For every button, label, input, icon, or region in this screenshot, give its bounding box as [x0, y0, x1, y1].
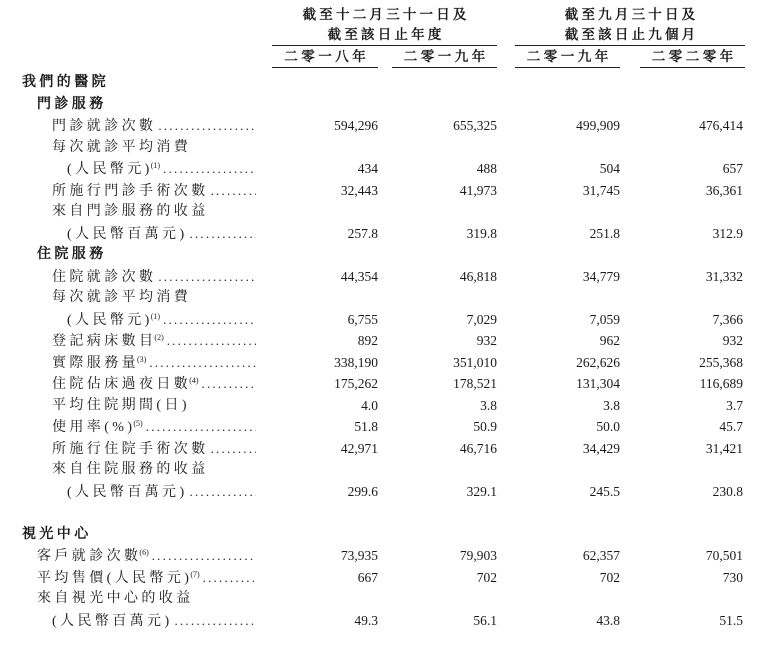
- value-cell-col-4: 7,366: [712, 311, 743, 327]
- value-cell-col-3: 262,626: [576, 354, 620, 370]
- leader-dots: [163, 309, 256, 331]
- row-label-cell: [0, 244, 256, 266]
- footnote-marker: (7): [190, 569, 200, 579]
- row-label-cell: [0, 416, 256, 438]
- column-header-year: 二零二零年: [640, 47, 745, 68]
- value-cell-col-2: 702: [476, 569, 497, 585]
- value-cell-col-1: 32,443: [340, 182, 378, 198]
- row-label: 登記病床數目: [52, 334, 157, 349]
- column-header-year: 二零一九年: [515, 47, 620, 68]
- value-cell-col-4: 312.9: [712, 225, 743, 241]
- value-cell-col-1: 175,262: [334, 376, 378, 391]
- table-row: [0, 158, 767, 180]
- row-label: 每次就診平均消費: [52, 290, 192, 305]
- row-label: (人民幣百萬元): [67, 484, 188, 500]
- row-label: 住院佔床過夜日數: [52, 377, 192, 392]
- row-label-cell: [0, 309, 256, 331]
- value-cell-col-4: 70,501: [705, 548, 743, 563]
- period-header-line2: 截至該日止九個月: [564, 27, 699, 42]
- value-cell-col-3: 131,304: [576, 376, 620, 391]
- value-cell-col-4: 31,421: [705, 440, 743, 456]
- value-cell-col-3: 62,357: [582, 548, 620, 563]
- value-cell-col-4: 932: [722, 333, 743, 348]
- footnote-marker: (4): [189, 376, 199, 385]
- row-label-cell: [0, 180, 256, 202]
- footnote-marker: (5): [133, 419, 143, 428]
- value-cell-col-1: 42,971: [340, 440, 378, 456]
- value-cell-col-1: 51.8: [354, 419, 378, 434]
- table-row: [0, 610, 767, 632]
- row-label-cell: [0, 266, 256, 288]
- value-cell-col-4: 31,332: [705, 268, 743, 284]
- section-heading: [0, 72, 767, 94]
- row-label-cell: [0, 395, 256, 417]
- value-cell-col-1: 49.3: [354, 612, 378, 628]
- footnote-marker: (6): [139, 548, 149, 557]
- row-label: 門診服務: [37, 96, 107, 112]
- table-row: [0, 438, 767, 460]
- value-cell-col-3: 702: [599, 569, 620, 585]
- table-row: [0, 266, 767, 288]
- row-label: (人民幣百萬元): [52, 613, 173, 629]
- value-cell-col-1: 257.8: [347, 225, 378, 241]
- value-cell-col-3: 504: [599, 161, 620, 176]
- table-row: [0, 137, 767, 159]
- value-cell-col-1: 6,755: [347, 311, 378, 327]
- leader-dots: [146, 416, 256, 438]
- value-cell-col-3: 43.8: [596, 612, 620, 628]
- row-label: 來自住院服務的收益: [52, 462, 209, 477]
- leader-dots: [190, 223, 256, 245]
- row-label-cell: [0, 158, 256, 180]
- row-label-cell: [0, 201, 256, 223]
- row-label-cell: [0, 287, 256, 309]
- value-cell-col-4: 36,361: [705, 182, 743, 198]
- row-label-cell: [0, 373, 256, 395]
- table-row: [0, 481, 767, 503]
- table-row: [0, 459, 767, 481]
- row-label: 客戶就診次數: [37, 549, 142, 564]
- value-cell-col-1: 44,354: [340, 268, 378, 284]
- value-cell-col-2: 50.9: [473, 419, 497, 434]
- subsection-heading: [0, 94, 767, 116]
- value-cell-col-3: 34,429: [582, 440, 620, 456]
- value-cell-col-2: 319.8: [466, 225, 497, 241]
- table-row: [0, 545, 767, 567]
- value-cell-col-2: 932: [476, 333, 497, 348]
- value-cell-col-3: 3.8: [603, 397, 620, 413]
- value-cell-col-2: 7,029: [466, 311, 497, 327]
- value-cell-col-2: 178,521: [453, 376, 497, 391]
- leader-dots: [190, 481, 256, 503]
- row-label: 住院就診次數: [52, 269, 157, 285]
- value-cell-col-3: 31,745: [582, 182, 620, 198]
- table-row: [0, 223, 767, 245]
- value-cell-col-4: 230.8: [712, 483, 743, 499]
- row-label: (人民幣百萬元): [67, 226, 188, 242]
- value-cell-col-2: 351,010: [453, 354, 497, 370]
- value-cell-col-1: 73,935: [340, 548, 378, 563]
- value-cell-col-1: 892: [357, 333, 378, 348]
- year-end-period-header: [272, 5, 497, 46]
- value-cell-col-1: 667: [357, 569, 378, 585]
- value-cell-col-4: 255,368: [699, 354, 743, 370]
- value-cell-col-2: 3.8: [480, 397, 497, 413]
- value-cell-col-2: 56.1: [473, 612, 497, 628]
- table-row: [0, 373, 767, 395]
- row-label: 平均住院期間(日): [52, 397, 190, 413]
- table-row: [0, 416, 767, 438]
- leader-dots: [163, 158, 256, 180]
- row-label-cell: [0, 115, 256, 137]
- value-cell-col-2: 329.1: [466, 483, 497, 499]
- row-label: 住院服務: [37, 247, 107, 262]
- row-label-cell: [0, 459, 256, 481]
- value-cell-col-3: 34,779: [582, 268, 620, 284]
- value-cell-col-1: 338,190: [334, 354, 378, 370]
- leader-dots: [202, 373, 256, 395]
- row-label-cell: [0, 567, 256, 589]
- value-cell-col-2: 41,973: [459, 182, 497, 198]
- value-cell-col-2: 46,818: [459, 268, 497, 284]
- table-row: [0, 588, 767, 610]
- period-header-line1: 截至十二月三十一日及: [302, 7, 470, 22]
- value-cell-col-4: 3.7: [726, 397, 743, 413]
- row-label: 平均售價(人民幣元): [37, 570, 193, 586]
- table-row: [0, 352, 767, 374]
- leader-dots: [149, 352, 256, 374]
- value-cell-col-3: 251.8: [589, 225, 620, 241]
- table-row: [0, 395, 767, 417]
- row-label-cell: [0, 94, 256, 116]
- footnote-marker: (2): [154, 333, 164, 342]
- row-label: 所施行住院手術次數: [52, 441, 209, 457]
- table-row: [0, 201, 767, 223]
- value-cell-col-1: 299.6: [347, 483, 378, 499]
- row-label: 門診就診次數: [52, 119, 157, 134]
- value-cell-col-3: 962: [599, 333, 620, 348]
- table-row: [0, 287, 767, 309]
- leader-dots: [175, 610, 256, 632]
- value-cell-col-3: 50.0: [596, 419, 620, 434]
- row-label: 我們的醫院: [22, 75, 109, 90]
- table-row: [0, 567, 767, 589]
- value-cell-col-1: 594,296: [334, 118, 378, 133]
- row-label-cell: [0, 72, 256, 94]
- row-label: (人民幣元): [67, 312, 153, 328]
- row-label-cell: [0, 610, 256, 632]
- leader-dots: [211, 180, 256, 202]
- column-header-year: 二零一八年: [272, 47, 378, 68]
- row-label-cell: [0, 588, 256, 610]
- period-header-line1: 截至九月三十日及: [564, 7, 699, 22]
- row-label: 來自視光中心的收益: [37, 591, 194, 606]
- leader-dots: [167, 330, 256, 352]
- table-row: [0, 115, 767, 137]
- footnote-marker: (1): [150, 311, 161, 321]
- value-cell-col-2: 46,716: [459, 440, 497, 456]
- value-cell-col-4: 730: [722, 569, 743, 585]
- row-label-cell: [0, 137, 256, 159]
- footnote-marker: (1): [150, 161, 161, 170]
- value-cell-col-2: 488: [476, 161, 497, 176]
- section-heading: [0, 524, 767, 546]
- row-label-cell: [0, 330, 256, 352]
- row-label-cell: [0, 223, 256, 245]
- spacer-row: [0, 502, 767, 524]
- footnote-marker: (3): [137, 354, 147, 364]
- leader-dots: [211, 438, 256, 460]
- value-cell-col-2: 79,903: [459, 548, 497, 563]
- value-cell-col-2: 655,325: [453, 118, 497, 133]
- value-cell-col-3: 499,909: [576, 118, 620, 133]
- row-label: 所施行門診手術次數: [52, 183, 209, 199]
- leader-dots: [158, 115, 256, 137]
- value-cell-col-4: 51.5: [719, 612, 743, 628]
- value-cell-col-3: 7,059: [589, 311, 620, 327]
- row-label: (人民幣元): [67, 162, 153, 177]
- leader-dots: [158, 266, 256, 288]
- row-label: 使用率(%): [52, 420, 136, 435]
- row-label-cell: [0, 438, 256, 460]
- value-cell-col-4: 476,414: [699, 118, 743, 133]
- row-label: 視光中心: [22, 526, 92, 542]
- value-cell-col-1: 434: [357, 161, 378, 176]
- table-body: [0, 72, 767, 631]
- table-row: [0, 330, 767, 352]
- value-cell-col-3: 245.5: [589, 483, 620, 499]
- period-header-line2: 截至該日止年度: [327, 27, 445, 42]
- leader-dots: [203, 567, 256, 589]
- value-cell-col-4: 657: [722, 161, 743, 176]
- row-label-cell: [0, 524, 256, 546]
- row-label-cell: [0, 545, 256, 567]
- row-label-cell: [0, 481, 256, 503]
- value-cell-col-4: 116,689: [699, 376, 743, 391]
- column-header-year: 二零一九年: [392, 47, 497, 68]
- row-label-cell: [0, 352, 256, 374]
- table-row: [0, 180, 767, 202]
- row-label: 實際服務量: [52, 355, 139, 371]
- leader-dots: [152, 545, 256, 567]
- nine-month-period-header: [515, 5, 745, 46]
- value-cell-col-4: 45.7: [719, 419, 743, 434]
- table-row: [0, 309, 767, 331]
- subsection-heading: [0, 244, 767, 266]
- value-cell-col-1: 4.0: [361, 397, 378, 413]
- row-label: 來自門診服務的收益: [52, 204, 209, 219]
- row-label: 每次就診平均消費: [52, 139, 192, 155]
